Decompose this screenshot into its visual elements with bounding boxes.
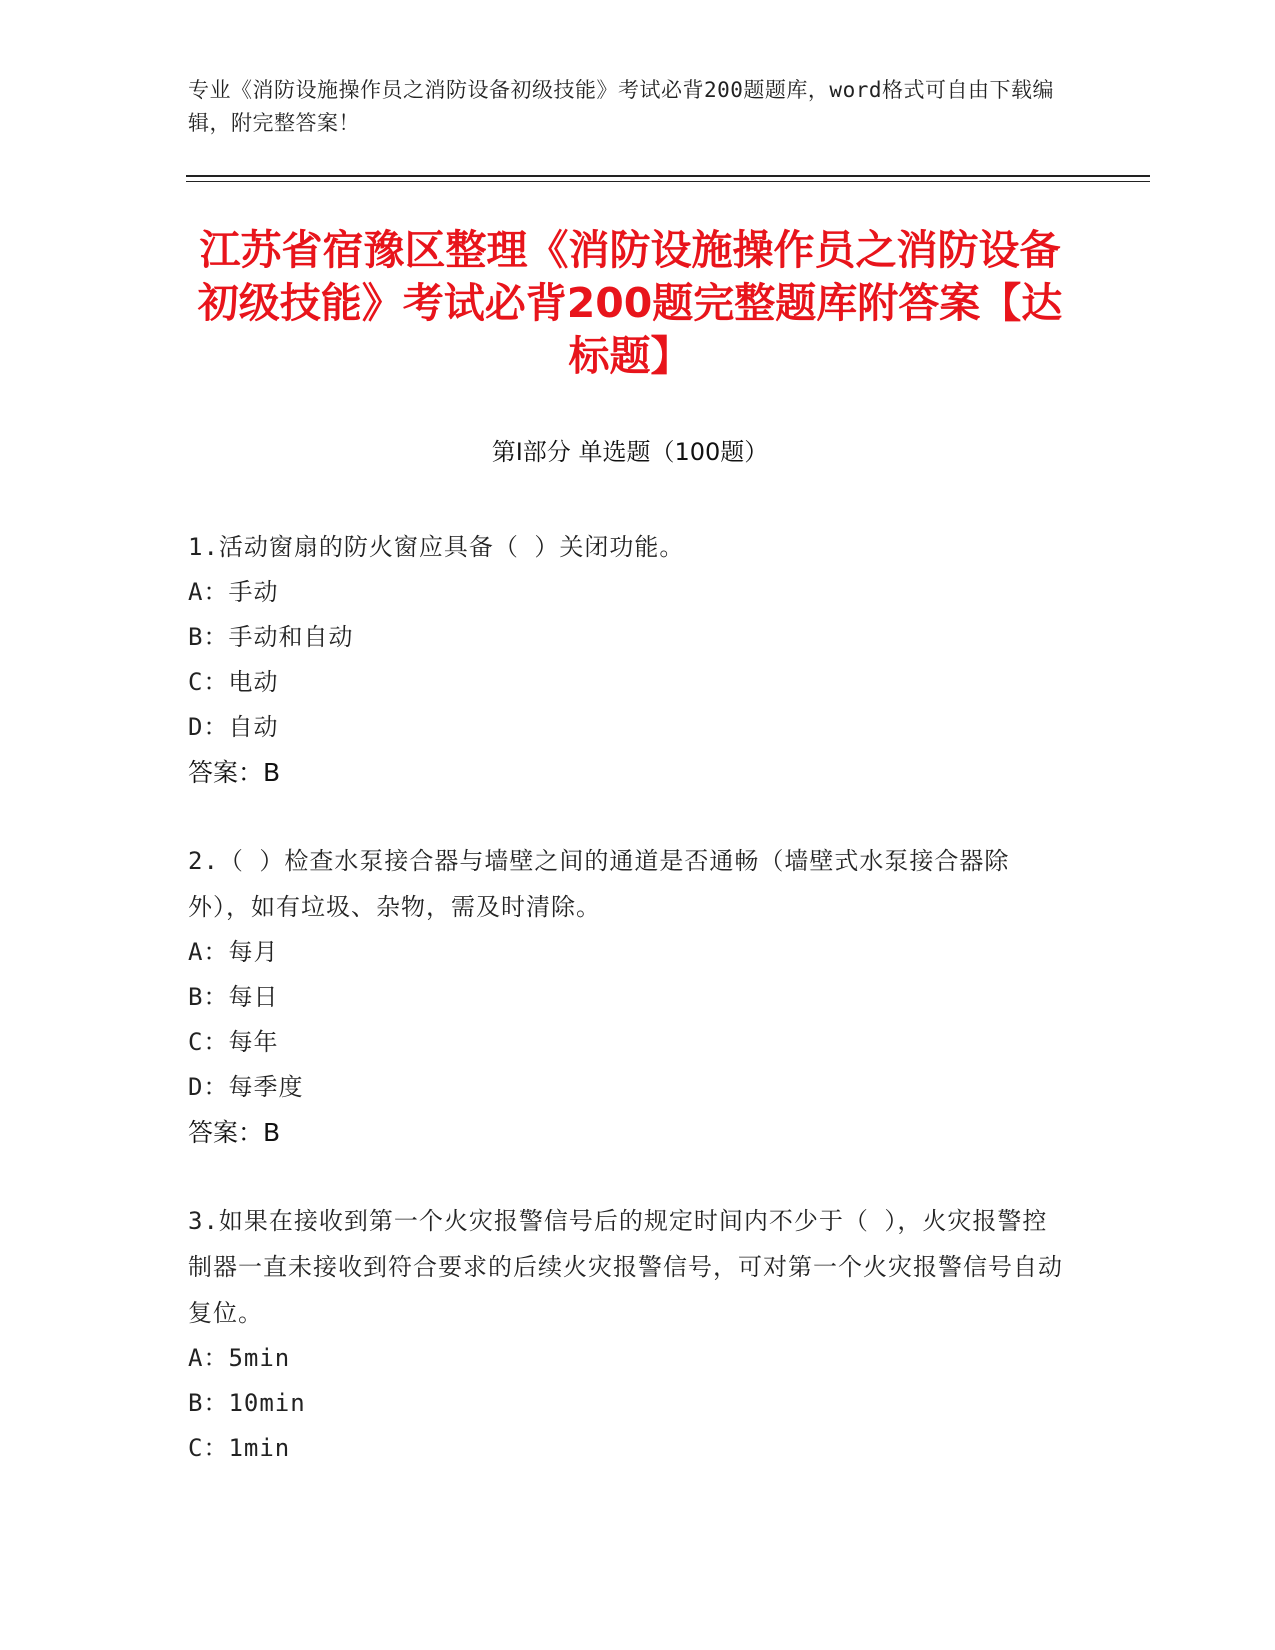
- option-c: C：电动: [188, 668, 279, 696]
- option-a: A：5min: [188, 1344, 291, 1372]
- question-3: [188, 1198, 1068, 1471]
- question-1: [188, 524, 1068, 796]
- header-divider-thick: [186, 175, 1150, 177]
- question-2: [188, 838, 1068, 1156]
- section-heading: 第I部分 单选题（100题）: [491, 438, 769, 466]
- option-b: B：每日: [188, 983, 279, 1011]
- answer-line: 答案：B: [188, 758, 281, 787]
- document-title: 江苏省宿豫区整理《消防设施操作员之消防设备初级技能》考试必背200题完整题库附答案【达标题】: [197, 226, 1063, 380]
- answer-line: 答案：B: [188, 1118, 281, 1147]
- option-b: B：手动和自动: [188, 623, 354, 651]
- option-c: C：每年: [188, 1028, 279, 1056]
- option-c: C：1min: [188, 1434, 291, 1462]
- header-divider-thin: [186, 181, 1150, 182]
- option-a: A：每月: [188, 938, 279, 966]
- option-a: A：手动: [188, 578, 279, 606]
- option-b: B：10min: [188, 1389, 306, 1417]
- option-d: D：每季度: [188, 1073, 304, 1101]
- question-stem: 1.活动窗扇的防火窗应具备（ ）关闭功能。: [188, 533, 685, 561]
- question-stem: 2.（ ）检查水泵接合器与墙壁之间的通道是否通畅（墙壁式水泵接合器除外），如有垃圾、杂物，需及时清除。: [188, 847, 1010, 921]
- header-note: 专业《消防设施操作员之消防设备初级技能》考试必背200题题库，word格式可自由下载编辑，附完整答案！: [188, 78, 1054, 135]
- option-d: D：自动: [188, 713, 279, 741]
- question-stem: 3.如果在接收到第一个火灾报警信号后的规定时间内不少于（ ），火灾报警控制器一直未接收到符合要求的后续火灾报警信号，可对第一个火灾报警信号自动复位。: [188, 1207, 1063, 1327]
